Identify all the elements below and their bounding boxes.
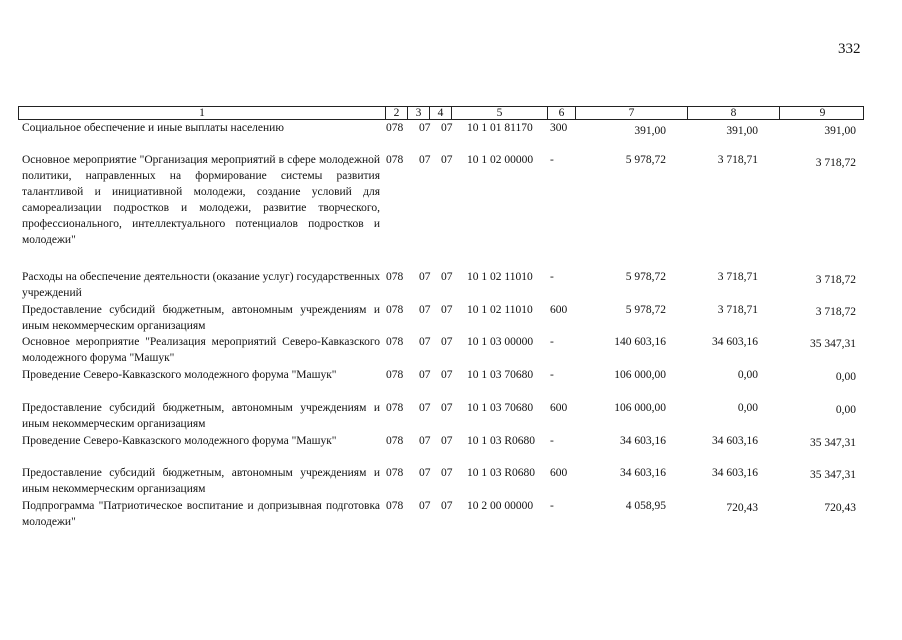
cell-col-2: 078	[386, 336, 404, 348]
cell-col-8: 391,00	[726, 125, 758, 137]
cell-col-5: 10 1 03 70680	[467, 369, 534, 381]
cell-col-8: 34 603,16	[712, 467, 758, 479]
row-description: Предоставление субсидий бюджетным, автономным учреждениям и иным некоммерческим организациям	[22, 304, 380, 332]
cell-col-9: 3 718,72	[815, 274, 856, 286]
cell-col-5: 10 1 03 70680	[467, 402, 534, 414]
cell-col-2: 078	[386, 467, 404, 479]
row-description: Предоставление субсидий бюджетным, автономным учреждениям и иным некоммерческим организациям	[22, 402, 380, 430]
cell-col-5: 10 1 02 11010	[467, 271, 533, 283]
cell-col-3: 07	[419, 467, 431, 479]
cell-col-7: 34 603,16	[620, 467, 666, 479]
row-description: Основное мероприятие "Организация мероприятий в сфере молодежной политики, направленных на формирование системы развития талантливой и инициативной молодежи, создание условий для самореализации подростков и молодежи, развитие творческого, профессионального, интеллектуального потенциалов подростков и молодежи"	[22, 154, 380, 246]
header-col-2: 2	[385, 107, 407, 119]
cell-col-8: 720,43	[726, 502, 758, 514]
cell-col-9: 3 718,72	[815, 157, 856, 169]
cell-col-2: 078	[386, 122, 404, 134]
cell-col-3: 07	[419, 402, 431, 414]
cell-col-6: 600	[550, 467, 568, 479]
cell-col-6: 300	[550, 122, 568, 134]
header-col-6: 6	[547, 107, 575, 119]
cell-col-7: 106 000,00	[614, 402, 666, 414]
cell-col-6: 600	[550, 304, 568, 316]
cell-col-4: 07	[441, 154, 453, 166]
cell-col-7: 5 978,72	[625, 154, 666, 166]
cell-col-5: 10 1 03 R0680	[467, 467, 536, 479]
cell-col-3: 07	[419, 500, 431, 512]
cell-col-9: 720,43	[824, 502, 856, 514]
header-col-5: 5	[451, 107, 547, 119]
cell-col-3: 07	[419, 271, 431, 283]
cell-col-2: 078	[386, 369, 404, 381]
cell-col-2: 078	[386, 402, 404, 414]
cell-col-5: 10 1 03 00000	[467, 336, 534, 348]
cell-col-7: 106 000,00	[614, 369, 666, 381]
cell-col-3: 07	[419, 369, 431, 381]
cell-col-3: 07	[419, 304, 431, 316]
row-description: Расходы на обеспечение деятельности (оказание услуг) государственных учреждений	[22, 271, 380, 299]
cell-col-5: 10 1 02 00000	[467, 154, 534, 166]
cell-col-9: 35 347,31	[810, 338, 856, 350]
cell-col-4: 07	[441, 336, 453, 348]
cell-col-4: 07	[441, 402, 453, 414]
cell-col-9: 391,00	[824, 125, 856, 137]
cell-col-9: 0,00	[835, 404, 856, 416]
cell-col-7: 34 603,16	[620, 435, 666, 447]
cell-col-6: -	[550, 435, 554, 447]
cell-col-8: 0,00	[737, 402, 758, 414]
cell-col-4: 07	[441, 369, 453, 381]
header-col-3: 3	[407, 107, 429, 119]
cell-col-6: 600	[550, 402, 568, 414]
row-description: Предоставление субсидий бюджетным, автономным учреждениям и иным некоммерческим организациям	[22, 467, 380, 495]
cell-col-8: 34 603,16	[712, 435, 758, 447]
header-col-4: 4	[429, 107, 451, 119]
cell-col-8: 3 718,71	[717, 271, 758, 283]
header-col-8: 8	[687, 107, 779, 119]
cell-col-5: 10 1 03 R0680	[467, 435, 536, 447]
cell-col-8: 3 718,71	[717, 154, 758, 166]
table-header	[18, 106, 864, 120]
cell-col-7: 391,00	[634, 125, 666, 137]
cell-col-3: 07	[419, 154, 431, 166]
cell-col-5: 10 2 00 00000	[467, 500, 534, 512]
cell-col-5: 10 1 02 11010	[467, 304, 533, 316]
row-description: Подпрограмма "Патриотическое воспитание и допризывная подготовка молодежи"	[22, 500, 380, 528]
cell-col-7: 4 058,95	[625, 500, 666, 512]
cell-col-7: 5 978,72	[625, 304, 666, 316]
row-description: Основное мероприятие "Реализация мероприятий Северо-Кавказского молодежного форума "Машук"	[22, 336, 380, 364]
cell-col-4: 07	[441, 122, 453, 134]
cell-col-8: 3 718,71	[717, 304, 758, 316]
row-description: Проведение Северо-Кавказского молодежного форума "Машук"	[22, 369, 337, 381]
cell-col-2: 078	[386, 304, 404, 316]
cell-col-3: 07	[419, 435, 431, 447]
cell-col-4: 07	[441, 467, 453, 479]
cell-col-2: 078	[386, 435, 404, 447]
header-col-1: 1	[199, 107, 205, 119]
cell-col-9: 0,00	[835, 371, 856, 383]
cell-col-3: 07	[419, 122, 431, 134]
cell-col-2: 078	[386, 154, 404, 166]
cell-col-6: -	[550, 369, 554, 381]
page-number: 332	[838, 41, 861, 57]
cell-col-4: 07	[441, 500, 453, 512]
cell-col-6: -	[550, 500, 554, 512]
row-description: Проведение Северо-Кавказского молодежного форума "Машук"	[22, 435, 337, 447]
cell-col-4: 07	[441, 271, 453, 283]
header-col-9: 9	[779, 107, 865, 119]
cell-col-7: 5 978,72	[625, 271, 666, 283]
cell-col-9: 3 718,72	[815, 306, 856, 318]
cell-col-9: 35 347,31	[810, 469, 856, 481]
row-description: Социальное обеспечение и иные выплаты населению	[22, 122, 284, 134]
cell-col-2: 078	[386, 500, 404, 512]
cell-col-9: 35 347,31	[810, 437, 856, 449]
cell-col-4: 07	[441, 304, 453, 316]
cell-col-3: 07	[419, 336, 431, 348]
cell-col-6: -	[550, 154, 554, 166]
cell-col-5: 10 1 01 81170	[467, 122, 533, 134]
cell-col-6: -	[550, 271, 554, 283]
cell-col-7: 140 603,16	[614, 336, 666, 348]
cell-col-2: 078	[386, 271, 404, 283]
cell-col-6: -	[550, 336, 554, 348]
cell-col-8: 0,00	[737, 369, 758, 381]
header-col-7: 7	[575, 107, 687, 119]
cell-col-8: 34 603,16	[712, 336, 758, 348]
cell-col-4: 07	[441, 435, 453, 447]
